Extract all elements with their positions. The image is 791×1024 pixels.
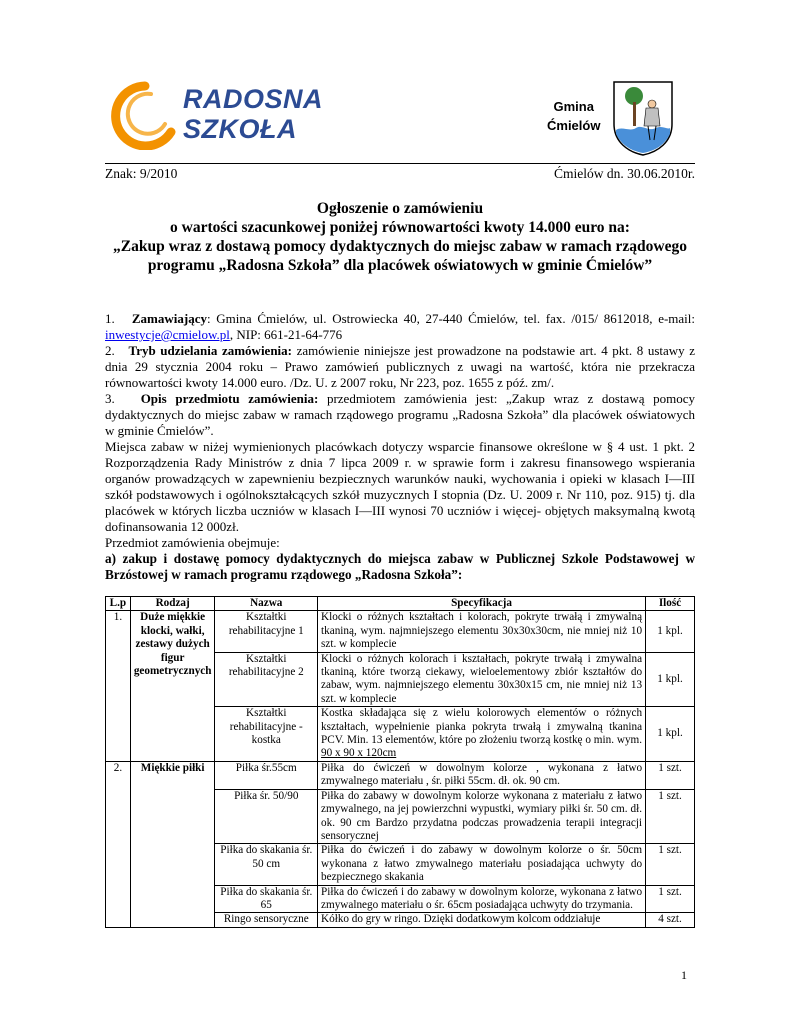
miejsca-zabaw-paragraph: Miejsca zabaw w niżej wymienionych placówkach dotyczy wsparcie finansowe określone w § 4 ust. 1 pkt. 2 Rozporządzenia Rady Ministrów z dnia 7 lipca 2009 r. w sprawie form i zakresu finansowego wspierania organów prowadzących w zapewnieniu bezpiecznych warunków nauki, wychowania i opieki w klasach I—III szkół podstawowych i ogólnokształcących szkół muzycznych I stopnia (Dz. U. 2009 r. Nr 110, poz. 915) tj. dla placówek w których liczba uczniów w klasach I—III wynosi 70 uczniów i więcej- objętych maksymalną kwotą dofinansowania 12 000zł. (105, 439, 695, 534)
row-spec: Piłka do zabawy w dowolnym kolorze wykonana z materiału z łatwo zmywalnego, na jej powierzchni wypustki, wymiary piłki śr. 50 cm. dł. ok. 90 cm Bardzo przydatna podczas prowadzenia terapii integracji sensorycznej (318, 789, 646, 844)
row-ilosc: 4 szt. (646, 913, 695, 927)
row-spec: Klocki o różnych kształtach i kolorach, pokryte trwałą i zmywalną tkaniną, wym. najmniejszego elementu 30x30x30cm, nie mniej niż 10 szt. w komplecie (318, 611, 646, 652)
header-ilosc: Ilość (646, 597, 695, 611)
logo-swoosh-icon (105, 80, 185, 150)
przedmiot-paragraph: Przedmiot zamówienia obejmuje: (105, 535, 280, 550)
row-nazwa: Piłka śr. 50/90 (215, 789, 318, 844)
section-3-number: 3. (105, 391, 115, 406)
group-lp: 1. (106, 611, 131, 761)
section-2-label: Tryb udzielania zamówienia: (128, 343, 292, 358)
section-2-text: zamówienie niniejsze jest prowadzone na podstawie art. 4 pkt. 8 ustawy z dnia 29 stycznia 2004 roku – Prawo zamówień publicznych z uwagi na wartość, która nie przekracza równowartości kwoty 14.000 euro. /Dz. U. z 2007 roku, Nr 223, poz. 1655 z póź. zm/. (105, 343, 696, 390)
gmina-line1: Gmina (553, 99, 594, 114)
title-line1: Ogłoszenie o zamówieniu (316, 200, 484, 217)
section-3-label: Opis przedmiotu zamówienia: (140, 391, 319, 406)
gmina-line2: Ćmielów (547, 118, 601, 133)
row-ilosc: 1 szt. (646, 789, 695, 844)
title-line3: „Zakup wraz z dostawą pomocy dydaktycznych do miejsc zabaw w ramach rządowego programu „Radosna Szkoła” dla placówek oświatowych w gminie Ćmielów” (113, 238, 687, 274)
row-spec: Piłka do ćwiczeń i do zabawy w dowolnym kolorze, wykonana z łatwo zmywalnego materiału o śr. 65cm posiadająca uchwyty do trzymania. (318, 885, 646, 913)
document-body (105, 311, 695, 583)
table-row (106, 761, 695, 789)
header-specyfikacja: Specyfikacja (318, 597, 646, 611)
row-nazwa: Piłka do skakania śr. 50 cm (215, 844, 318, 885)
document-date: Ćmielów dn. 30.06.2010r. (554, 166, 695, 181)
document-number: Znak: 9/2010 (105, 166, 178, 181)
logo-line1: RADOSNA (183, 84, 324, 114)
email-link[interactable]: inwestycje@cmielow.pl (105, 327, 230, 342)
section-2 (105, 343, 695, 391)
section-1-label: Zamawiający (131, 311, 207, 326)
row-ilosc: 1 szt. (646, 885, 695, 913)
section-1 (105, 311, 695, 343)
row-spec: Klocki o różnych kolorach i kształtach, pokryte trwałą i zmywalna tkaniną, które tworzą ciekawy, wieloelementowy zbiór kształtów do zabaw, wym. najmniejszego elementu 30x30x15 cm, nie mniej niż 13 szt. w komplecie (318, 652, 646, 707)
row-nazwa: Piłka śr.55cm (215, 761, 318, 789)
section-1-nip: , NIP: 661-21-64-776 (229, 327, 343, 342)
section-3 (105, 391, 695, 439)
row-nazwa: Kształtki rehabilitacyjne 1 (215, 611, 318, 652)
row-ilosc: 1 kpl. (646, 652, 695, 707)
row-spec: Kółko do gry w ringo. Dzięki dodatkowym kolcom oddziałuje (318, 913, 646, 927)
section-1-text: : Gmina Ćmielów, ul. Ostrowiecka 40, 27-440 Ćmielów, tel. fax. /015/ 8612018, e-mail: (206, 311, 696, 326)
section-2-number: 2. (105, 343, 115, 358)
radosna-szkola-logo (105, 80, 324, 150)
page-number: 1 (681, 968, 687, 982)
row-nazwa: Kształtki rehabilitacyjne - kostka (215, 707, 318, 762)
row-nazwa: Ringo sensoryczne (215, 913, 318, 927)
row-spec-text: Kostka składająca się z wielu kolorowych elementów o różnych kształtach, wypełnienie pianka pokryta trwałą i zmywalną tkanina PCV. Min. 13 elementów, które po złożeniu tworzą kostkę o min. wym. (321, 707, 643, 747)
row-spec: Piłka do ćwiczeń i do zabawy w dowolnym kolorze o śr. 50cm wykonana z łatwo zmywalnego materiału posiadająca uchwyty do bezpiecznego skakania (318, 844, 646, 885)
coat-of-arms-icon (612, 80, 674, 156)
table-row (106, 611, 695, 652)
row-spec-dimensions: 90 x 90 x 120cm (321, 747, 397, 760)
row-spec (318, 707, 646, 762)
row-nazwa: Piłka do skakania śr. 65 (215, 885, 318, 913)
section-3-text: przedmiotem zamówienia jest: „Zakup wraz z dostawą pomocy dydaktycznych do miejsc zabaw w ramach rządowego programu „Radosna Szkoła” dla placówek oświatowych w gminie Ćmielów”. (105, 391, 696, 438)
row-nazwa: Kształtki rehabilitacyjne 2 (215, 652, 318, 707)
row-ilosc: 1 szt. (646, 844, 695, 885)
subsection-a-heading: a) zakup i dostawę pomocy dydaktycznych do miejsca zabaw w Publicznej Szkole Podstawowej w Brzóstowej w ramach programu rządowego „Radosna Szkoła”: (105, 551, 695, 582)
group-rodzaj: Duże miękkie klocki, wałki, zestawy dużych figur geometrycznych (130, 611, 215, 761)
logo-line2: SZKOŁA (183, 114, 297, 144)
logo-text (183, 84, 323, 144)
document-title (105, 199, 695, 275)
header-lp: L.p (106, 597, 131, 611)
table-header-row (106, 597, 695, 611)
group-rodzaj: Miękkie piłki (130, 761, 215, 927)
title-line2: o wartości szacunkowej poniżej równowartości kwoty 14.000 euro na: (170, 219, 630, 236)
row-spec: Piłka do ćwiczeń w dowolnym kolorze , wykonana z łatwo zmywalnego materiału , śr. piłki 55cm. dł. ok. 90 cm. (318, 761, 646, 789)
items-table (105, 596, 695, 928)
section-1-number: 1. (105, 311, 115, 326)
gmina-label (547, 97, 600, 135)
row-ilosc: 1 szt. (646, 761, 695, 789)
row-ilosc: 1 kpl. (646, 707, 695, 762)
header-rodzaj: Rodzaj (130, 597, 215, 611)
row-ilosc: 1 kpl. (646, 611, 695, 652)
header-nazwa: Nazwa (215, 597, 318, 611)
group-lp: 2. (106, 761, 131, 927)
header-divider (105, 163, 695, 164)
